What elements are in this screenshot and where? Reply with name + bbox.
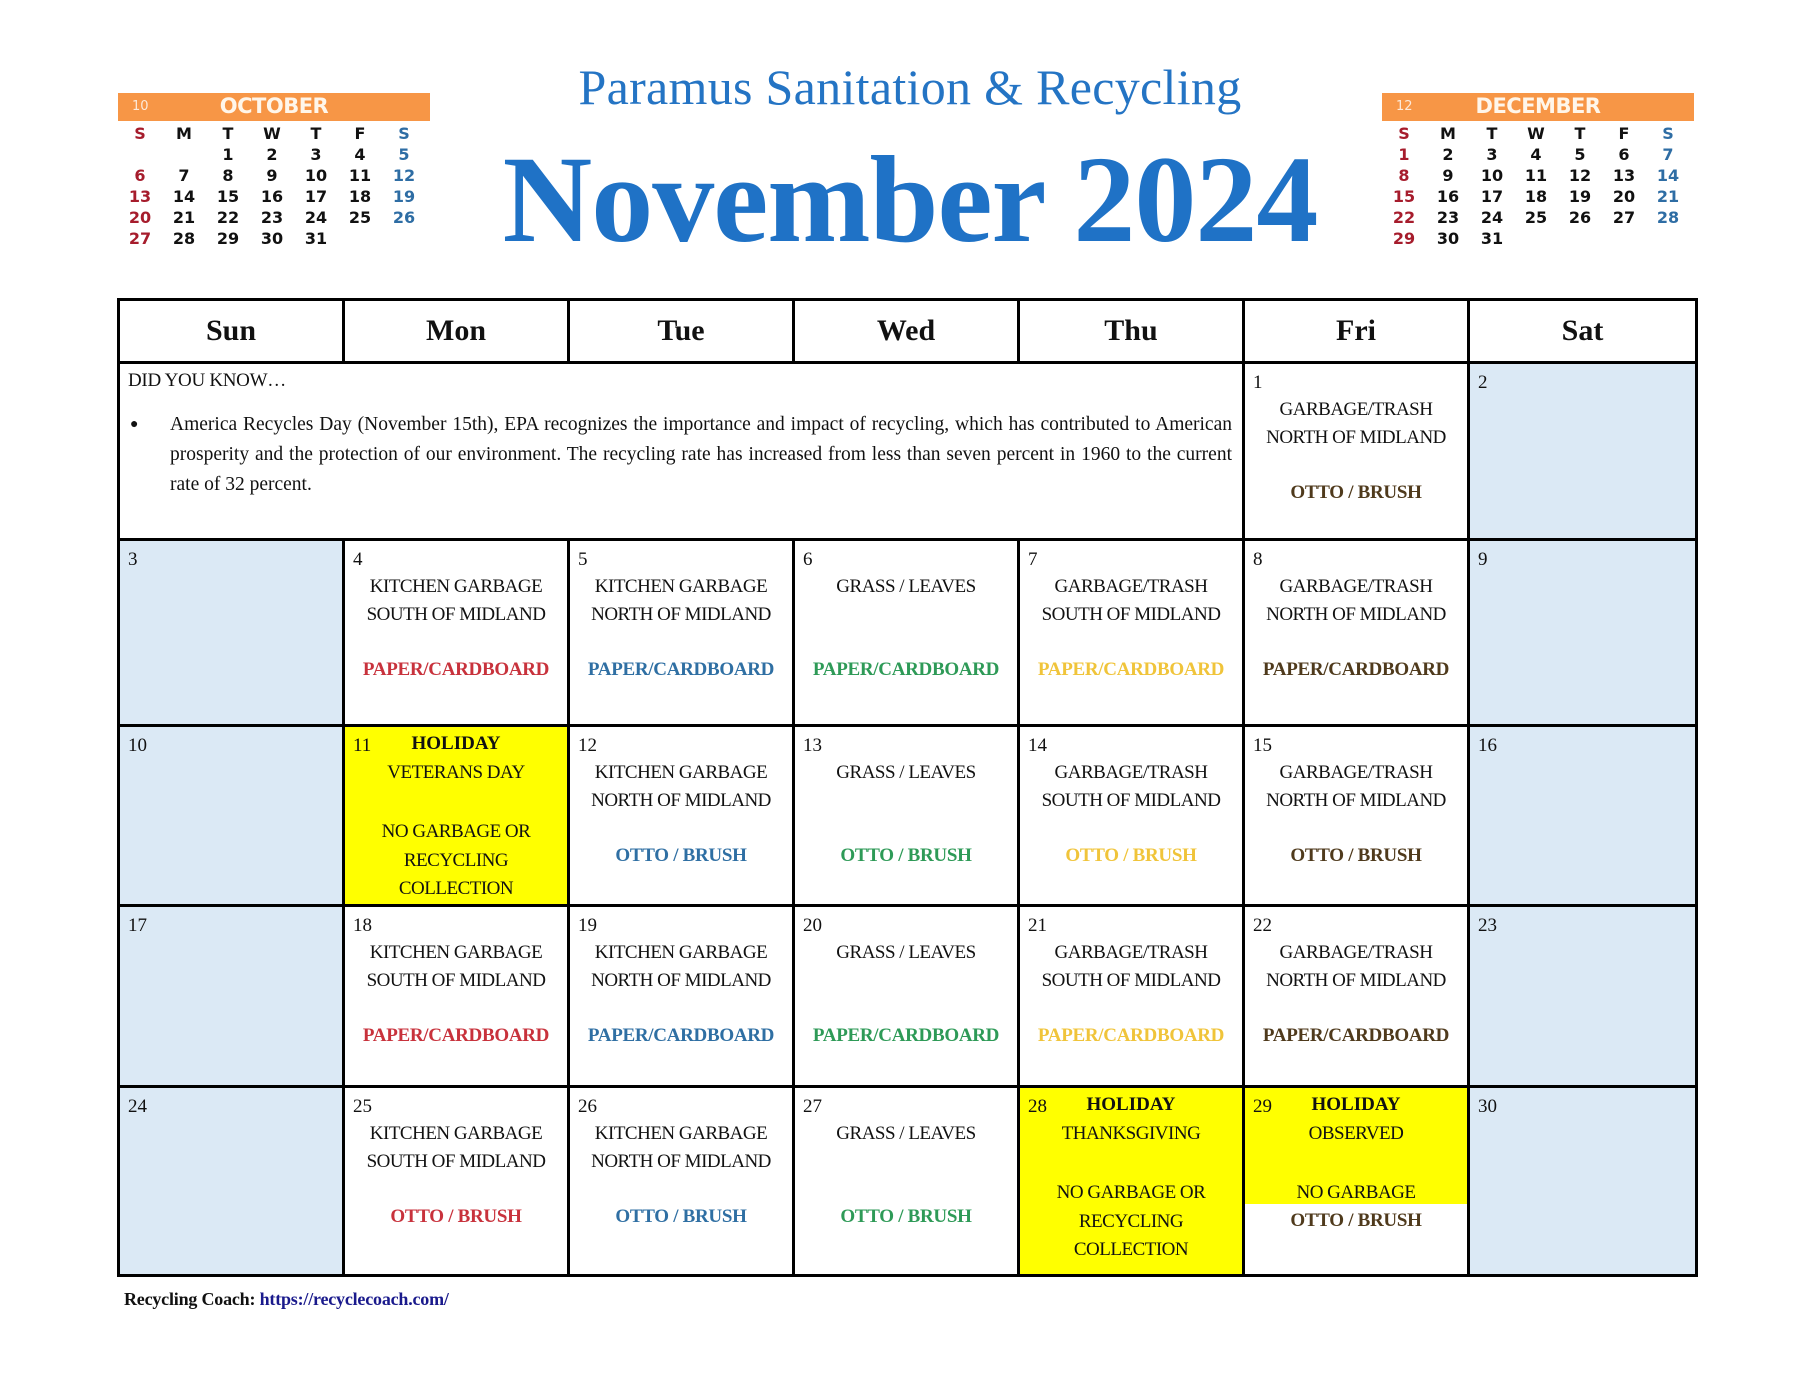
mini-day: 13 bbox=[1612, 166, 1636, 185]
mini-day: 27 bbox=[1612, 208, 1636, 227]
holiday-label: HOLIDAY bbox=[1086, 1094, 1176, 1115]
day-number: 7 bbox=[1028, 549, 1038, 570]
mini-day: 30 bbox=[260, 229, 284, 248]
day-cell bbox=[794, 1087, 1019, 1276]
week-row-3 bbox=[119, 726, 1697, 906]
day-number: 29 bbox=[1253, 1096, 1272, 1117]
mini-day: 18 bbox=[1524, 187, 1548, 206]
weekday-tue: Tue bbox=[569, 300, 794, 363]
collection-zone: SOUTH OF MIDLAND bbox=[1041, 970, 1221, 991]
weekday-header-row bbox=[119, 300, 1697, 363]
recycling-pickup: PAPER/CARDBOARD bbox=[812, 659, 1000, 680]
day-cell bbox=[569, 906, 794, 1087]
weekday-fri: Fri bbox=[1244, 300, 1469, 363]
mini-day: 11 bbox=[1524, 166, 1548, 185]
day-number: 9 bbox=[1478, 549, 1488, 570]
day-cell bbox=[119, 540, 344, 726]
mini-day: 1 bbox=[1398, 145, 1410, 164]
collection-zone: NORTH OF MIDLAND bbox=[1266, 970, 1446, 991]
day-number: 8 bbox=[1253, 549, 1263, 570]
recycling-pickup: OTTO / BRUSH bbox=[1290, 482, 1422, 503]
day-cell bbox=[344, 906, 569, 1087]
day-cell bbox=[794, 906, 1019, 1087]
day-cell bbox=[1244, 906, 1469, 1087]
day-number: 20 bbox=[803, 915, 822, 936]
mini-weekday-label: S bbox=[134, 124, 146, 143]
collection-type: KITCHEN GARBAGE bbox=[594, 576, 768, 597]
day-cell bbox=[569, 726, 794, 906]
weekday-sat: Sat bbox=[1469, 300, 1697, 363]
day-number: 23 bbox=[1478, 915, 1497, 936]
holiday-label: HOLIDAY bbox=[411, 733, 501, 754]
day-cell bbox=[794, 540, 1019, 726]
collection-zone: SOUTH OF MIDLAND bbox=[366, 604, 546, 625]
recycling-pickup: OTTO / BRUSH bbox=[615, 1206, 747, 1227]
did-you-know-box bbox=[119, 363, 1244, 540]
day-cell bbox=[1469, 1087, 1697, 1276]
mini-day bbox=[1558, 228, 1602, 249]
recycling-pickup: OTTO / BRUSH bbox=[1290, 1210, 1422, 1231]
collection-type: GARBAGE/TRASH bbox=[1279, 762, 1433, 783]
day-cell bbox=[119, 726, 344, 906]
mini-calendar-grid bbox=[118, 123, 430, 249]
mini-calendar-october bbox=[118, 93, 430, 249]
day-number: 16 bbox=[1478, 735, 1497, 756]
collection-zone: SOUTH OF MIDLAND bbox=[1041, 790, 1221, 811]
mini-day bbox=[1602, 228, 1646, 249]
mini-day bbox=[162, 144, 206, 165]
mini-weekday-label: S bbox=[1662, 124, 1674, 143]
mini-weekday-label: S bbox=[1398, 124, 1410, 143]
week-row-2 bbox=[119, 540, 1697, 726]
mini-day: 8 bbox=[222, 166, 234, 185]
holiday-note: NO GARBAGE OR RECYCLING COLLECTION bbox=[381, 821, 531, 899]
mini-day: 20 bbox=[128, 208, 152, 227]
recycling-pickup: PAPER/CARDBOARD bbox=[362, 1025, 550, 1046]
day-number: 6 bbox=[803, 549, 813, 570]
mini-day: 7 bbox=[178, 166, 190, 185]
mini-day: 19 bbox=[1568, 187, 1592, 206]
mini-weekday-label: T bbox=[1486, 124, 1498, 143]
day-number: 3 bbox=[128, 549, 138, 570]
mini-day: 3 bbox=[1486, 145, 1498, 164]
mini-weekday-label: W bbox=[263, 124, 281, 143]
collection-type: GARBAGE/TRASH bbox=[1279, 576, 1433, 597]
mini-day: 27 bbox=[128, 229, 152, 248]
collection-zone: NORTH OF MIDLAND bbox=[591, 970, 771, 991]
mini-day: 25 bbox=[348, 208, 372, 227]
day-cell bbox=[1019, 726, 1244, 906]
mini-day: 28 bbox=[172, 229, 196, 248]
mini-day: 18 bbox=[348, 187, 372, 206]
day-number: 14 bbox=[1028, 735, 1047, 756]
weekday-thu: Thu bbox=[1019, 300, 1244, 363]
mini-day: 20 bbox=[1612, 187, 1636, 206]
collection-type: KITCHEN GARBAGE bbox=[594, 762, 768, 783]
mini-day bbox=[1514, 228, 1558, 249]
holiday-note: NO GARBAGE bbox=[1296, 1182, 1416, 1203]
mini-day: 10 bbox=[1480, 166, 1504, 185]
did-you-know-title: DID YOU KNOW… bbox=[128, 370, 286, 391]
mini-day: 4 bbox=[1530, 145, 1542, 164]
recycling-pickup: OTTO / BRUSH bbox=[1065, 845, 1197, 866]
mini-weekday-label: T bbox=[222, 124, 234, 143]
mini-day: 15 bbox=[216, 187, 240, 206]
day-cell bbox=[1469, 540, 1697, 726]
day-cell bbox=[344, 726, 569, 906]
collection-type: KITCHEN GARBAGE bbox=[594, 1123, 768, 1144]
footer-label: Recycling Coach: bbox=[124, 1289, 256, 1309]
mini-calendar-header bbox=[1382, 93, 1694, 121]
mini-day: 22 bbox=[216, 208, 240, 227]
mini-calendar-december bbox=[1382, 93, 1694, 249]
collection-type: KITCHEN GARBAGE bbox=[594, 942, 768, 963]
organization-title: Paramus Sanitation & Recycling bbox=[578, 59, 1242, 115]
mini-day: 31 bbox=[304, 229, 328, 248]
recycling-pickup: PAPER/CARDBOARD bbox=[1037, 659, 1225, 680]
mini-weekday-label: S bbox=[398, 124, 410, 143]
mini-weekday-label: T bbox=[310, 124, 322, 143]
day-cell bbox=[1244, 1087, 1469, 1276]
mini-calendar-header bbox=[118, 93, 430, 121]
mini-day: 16 bbox=[1436, 187, 1460, 206]
day-number: 30 bbox=[1478, 1096, 1497, 1117]
mini-day: 12 bbox=[1568, 166, 1592, 185]
mini-day: 22 bbox=[1392, 208, 1416, 227]
recycling-pickup: PAPER/CARDBOARD bbox=[1262, 659, 1450, 680]
footer bbox=[124, 1289, 449, 1310]
month-number: 12 bbox=[1396, 99, 1413, 114]
week-row-1 bbox=[119, 363, 1697, 540]
mini-day: 14 bbox=[172, 187, 196, 206]
day-cell bbox=[1244, 363, 1469, 540]
month-number: 10 bbox=[132, 99, 149, 114]
mini-weekday-label: M bbox=[176, 124, 192, 143]
day-cell bbox=[1019, 1087, 1244, 1276]
recycling-pickup: PAPER/CARDBOARD bbox=[812, 1025, 1000, 1046]
recycling-pickup: OTTO / BRUSH bbox=[1290, 845, 1422, 866]
collection-type: KITCHEN GARBAGE bbox=[369, 576, 543, 597]
day-number: 11 bbox=[353, 735, 372, 756]
weekday-mon: Mon bbox=[344, 300, 569, 363]
day-cell bbox=[1019, 906, 1244, 1087]
day-cell bbox=[1244, 726, 1469, 906]
mini-day: 9 bbox=[266, 166, 278, 185]
day-number: 18 bbox=[353, 915, 372, 936]
mini-day: 9 bbox=[1442, 166, 1454, 185]
recycling-pickup: OTTO / BRUSH bbox=[840, 1206, 972, 1227]
mini-day: 24 bbox=[304, 208, 328, 227]
recycle-coach-link[interactable]: https://recyclecoach.com/ bbox=[259, 1289, 449, 1309]
day-cell bbox=[1469, 906, 1697, 1087]
day-number: 4 bbox=[353, 549, 363, 570]
recycling-pickup: PAPER/CARDBOARD bbox=[1037, 1025, 1225, 1046]
week-row-4 bbox=[119, 906, 1697, 1087]
collection-zone: NORTH OF MIDLAND bbox=[591, 1151, 771, 1172]
recycling-pickup: PAPER/CARDBOARD bbox=[587, 1025, 775, 1046]
mini-weekday-label: F bbox=[354, 124, 366, 143]
mini-day: 13 bbox=[128, 187, 152, 206]
mini-day: 29 bbox=[216, 229, 240, 248]
week-row-5 bbox=[119, 1087, 1697, 1276]
mini-day bbox=[1646, 228, 1690, 249]
mini-day: 30 bbox=[1436, 229, 1460, 248]
mini-day bbox=[338, 228, 382, 249]
day-cell bbox=[1019, 540, 1244, 726]
mini-weekday-label: F bbox=[1618, 124, 1630, 143]
recycling-pickup: OTTO / BRUSH bbox=[615, 845, 747, 866]
weekday-wed: Wed bbox=[794, 300, 1019, 363]
mini-day: 23 bbox=[1436, 208, 1460, 227]
day-number: 10 bbox=[128, 735, 147, 756]
day-cell bbox=[1469, 363, 1697, 540]
day-cell bbox=[569, 540, 794, 726]
mini-day: 6 bbox=[1618, 145, 1630, 164]
day-number: 25 bbox=[353, 1096, 372, 1117]
mini-weekday-label: W bbox=[1527, 124, 1545, 143]
mini-day: 8 bbox=[1398, 166, 1410, 185]
mini-day: 16 bbox=[260, 187, 284, 206]
mini-day: 28 bbox=[1656, 208, 1680, 227]
mini-day: 5 bbox=[398, 145, 410, 164]
day-number: 28 bbox=[1028, 1096, 1047, 1117]
collection-calendar bbox=[117, 298, 1698, 1277]
collection-type: GARBAGE/TRASH bbox=[1279, 942, 1433, 963]
mini-day: 12 bbox=[392, 166, 416, 185]
day-number: 17 bbox=[128, 915, 147, 936]
collection-type: GRASS / LEAVES bbox=[836, 942, 976, 963]
day-number: 19 bbox=[578, 915, 597, 936]
day-number: 15 bbox=[1253, 735, 1272, 756]
mini-day: 21 bbox=[1656, 187, 1680, 206]
holiday-label: HOLIDAY bbox=[1311, 1094, 1401, 1115]
mini-day: 10 bbox=[304, 166, 328, 185]
collection-type: KITCHEN GARBAGE bbox=[369, 1123, 543, 1144]
day-cell bbox=[1469, 726, 1697, 906]
collection-type: GARBAGE/TRASH bbox=[1279, 399, 1433, 420]
recycling-pickup: PAPER/CARDBOARD bbox=[1262, 1025, 1450, 1046]
day-number: 27 bbox=[803, 1096, 822, 1117]
day-number: 13 bbox=[803, 735, 822, 756]
collection-type: GRASS / LEAVES bbox=[836, 576, 976, 597]
mini-day: 23 bbox=[260, 208, 284, 227]
day-number: 1 bbox=[1253, 372, 1263, 393]
mini-day: 29 bbox=[1392, 229, 1416, 248]
day-cell bbox=[794, 726, 1019, 906]
day-number: 2 bbox=[1478, 372, 1488, 393]
mini-day: 2 bbox=[1442, 145, 1454, 164]
bullet-icon: ● bbox=[130, 417, 139, 432]
collection-zone: NORTH OF MIDLAND bbox=[1266, 604, 1446, 625]
mini-day: 7 bbox=[1662, 145, 1674, 164]
day-number: 12 bbox=[578, 735, 597, 756]
mini-day: 1 bbox=[222, 145, 234, 164]
collection-zone: NORTH OF MIDLAND bbox=[1266, 790, 1446, 811]
day-number: 24 bbox=[128, 1096, 147, 1117]
day-number: 5 bbox=[578, 549, 588, 570]
collection-type: GARBAGE/TRASH bbox=[1054, 576, 1208, 597]
mini-day: 31 bbox=[1480, 229, 1504, 248]
did-you-know-text: America Recycles Day (November 15th), EPA recognizes the importance and impact of recycling, which has contributed to American prosperity and the protection of our environment. The recycling rate has increased from less than seven percent in 1960 to the current rate of 32 percent. bbox=[170, 414, 1232, 495]
day-cell bbox=[1244, 540, 1469, 726]
day-cell bbox=[344, 540, 569, 726]
mini-day: 26 bbox=[392, 208, 416, 227]
collection-zone: SOUTH OF MIDLAND bbox=[1041, 604, 1221, 625]
mini-day: 19 bbox=[392, 187, 416, 206]
mini-day bbox=[118, 144, 162, 165]
mini-day: 26 bbox=[1568, 208, 1592, 227]
mini-weekday-label: M bbox=[1440, 124, 1456, 143]
recycling-pickup: PAPER/CARDBOARD bbox=[362, 659, 550, 680]
recycling-pickup: PAPER/CARDBOARD bbox=[587, 659, 775, 680]
day-cell bbox=[119, 906, 344, 1087]
mini-day: 25 bbox=[1524, 208, 1548, 227]
collection-zone: SOUTH OF MIDLAND bbox=[366, 1151, 546, 1172]
mini-day: 15 bbox=[1392, 187, 1416, 206]
weekday-sun: Sun bbox=[119, 300, 344, 363]
collection-zone: SOUTH OF MIDLAND bbox=[366, 970, 546, 991]
collection-zone: NORTH OF MIDLAND bbox=[591, 790, 771, 811]
collection-type: OBSERVED bbox=[1308, 1123, 1404, 1144]
day-number: 21 bbox=[1028, 915, 1047, 936]
day-cell bbox=[344, 1087, 569, 1276]
collection-type: GRASS / LEAVES bbox=[836, 1123, 976, 1144]
collection-type: GARBAGE/TRASH bbox=[1054, 762, 1208, 783]
mini-calendar-grid bbox=[1382, 123, 1694, 249]
mini-weekday-label: T bbox=[1574, 124, 1586, 143]
month-name: DECEMBER bbox=[1475, 94, 1601, 118]
mini-day: 11 bbox=[348, 166, 372, 185]
collection-zone: NORTH OF MIDLAND bbox=[591, 604, 771, 625]
collection-type: VETERANS DAY bbox=[387, 762, 525, 783]
collection-zone: NORTH OF MIDLAND bbox=[1266, 427, 1446, 448]
collection-type: GARBAGE/TRASH bbox=[1054, 942, 1208, 963]
mini-day bbox=[382, 228, 426, 249]
mini-day: 17 bbox=[304, 187, 328, 206]
mini-day: 2 bbox=[266, 145, 278, 164]
holiday-note: NO GARBAGE OR RECYCLING COLLECTION bbox=[1056, 1182, 1206, 1260]
mini-day: 5 bbox=[1574, 145, 1586, 164]
day-number: 26 bbox=[578, 1096, 597, 1117]
mini-day: 24 bbox=[1480, 208, 1504, 227]
day-cell bbox=[119, 1087, 344, 1276]
mini-day: 14 bbox=[1656, 166, 1680, 185]
recycling-pickup: OTTO / BRUSH bbox=[390, 1206, 522, 1227]
collection-type: THANKSGIVING bbox=[1061, 1123, 1201, 1144]
mini-day: 21 bbox=[172, 208, 196, 227]
recycling-pickup: OTTO / BRUSH bbox=[840, 845, 972, 866]
mini-day: 4 bbox=[354, 145, 366, 164]
mini-day: 6 bbox=[134, 166, 146, 185]
month-name: OCTOBER bbox=[219, 94, 329, 118]
month-title: November 2024 bbox=[502, 131, 1318, 268]
day-cell bbox=[569, 1087, 794, 1276]
collection-type: KITCHEN GARBAGE bbox=[369, 942, 543, 963]
collection-type: GRASS / LEAVES bbox=[836, 762, 976, 783]
day-number: 22 bbox=[1253, 915, 1272, 936]
mini-day: 3 bbox=[310, 145, 322, 164]
mini-day: 17 bbox=[1480, 187, 1504, 206]
